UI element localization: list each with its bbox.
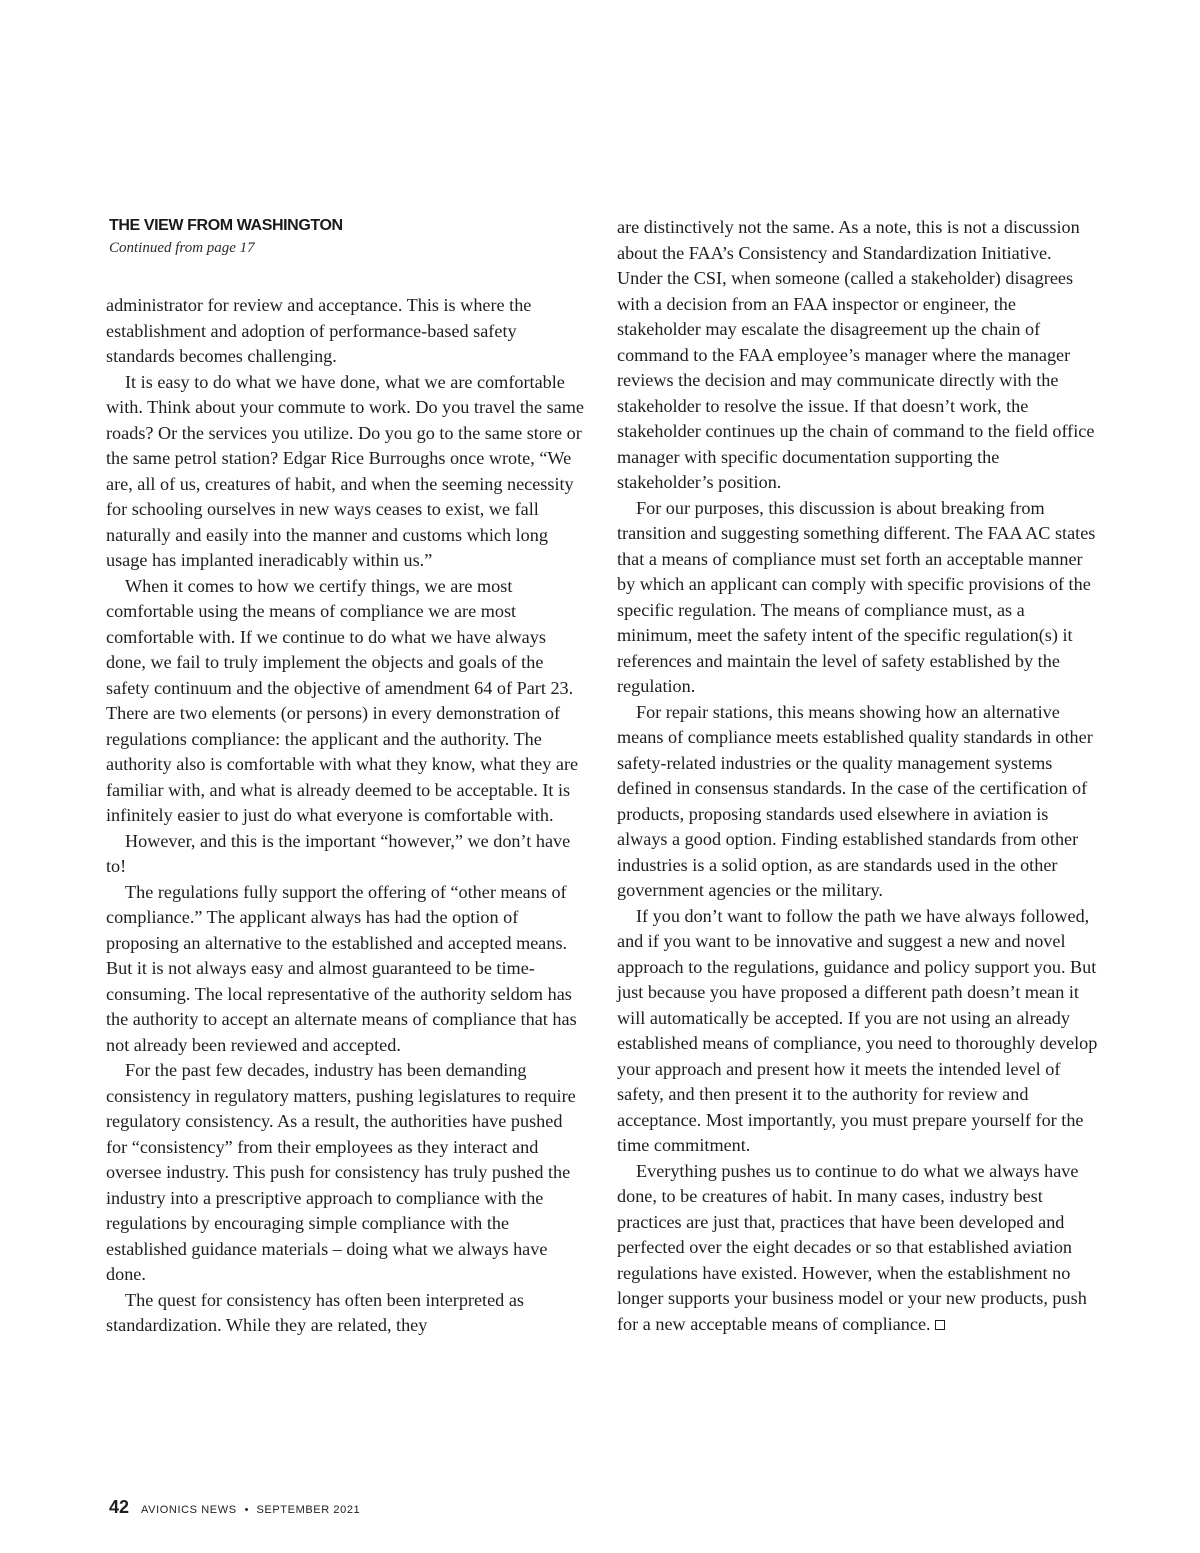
paragraph: are distinctively not the same. As a note, this is not a discussion about the FAA’s Consistency and Standardization Initiative. Under the CSI, when someone (called a stakeholder) disagrees with a decision from an FAA inspector or engineer, the stakeholder may escalate the disagreement up the chain of command to the FAA employee’s manager where the manager reviews the decision and may communicate directly with the stakeholder to resolve the issue. If that doesn’t work, the stakeholder continues up the chain of command to the field office manager with specific documentation supporting the stakeholder’s position. (617, 217, 1095, 492)
paragraph: It is easy to do what we have done, what we are comfortable with. Think about your commute to work. Do you travel the same roads? Or the services you utilize. Do you go to the same store or the same petrol station? Edgar Rice Burroughs once wrote, “We are, all of us, creatures of habit, and when the seeming necessity for schooling ourselves in new ways ceases to exist, we fall naturally and easily into the manner and customs which long usage has implanted ineradicably within us.” (106, 371, 585, 570)
paragraph: The regulations fully support the offering of “other means of compliance.” The applicant always has had the option of proposing an alternative to the established and accepted means. But it is not always easy and almost guaranteed to be time-consuming. The local representative of the authority seldom has the authority to accept an alternate means of compliance that has not already been reviewed and accepted. (106, 881, 577, 1055)
paragraph: If you don’t want to follow the path we have always followed, and if you want to be innovative and suggest a new and novel approach to the regulations, guidance and policy support you. But just because you have proposed a different path doesn’t mean it will automatically be accepted. If you are not using an already established means of compliance, you need to thoroughly develop your approach and present how it meets the intended level of safety, and then present it to the authority for review and acceptance. Most importantly, you must prepare yourself for the time commitment. (617, 905, 1098, 1155)
final-paragraph (617, 1159, 1099, 1338)
page-number: 42 (109, 1497, 130, 1517)
footer-separator: • (244, 1504, 249, 1516)
publication-name: AVIONICS NEWS (141, 1504, 237, 1516)
continued-from-note: Continued from page 17 (109, 240, 255, 256)
issue-date: SEPTEMBER 2021 (256, 1504, 361, 1516)
paragraph: For our purposes, this discussion is about breaking from transition and suggesting something different. The FAA AC states that a means of compliance must set forth an acceptable manner by which an applicant can comply with specific provisions of the specific regulation. The means of compliance must, as a minimum, meet the safety intent of the specific regulation(s) it references and maintain the level of safety established by the regulation. (617, 497, 1096, 696)
paragraph: For the past few decades, industry has been demanding consistency in regulatory matters, pushing legislatures to require regulatory consistency. As a result, the authorities have pushed for “consistency” from their employees as they interact and oversee industry. This push for consistency has truly pushed the industry into a prescriptive approach to compliance with the regulations by encouraging simple compliance with the established guidance materials – doing what we always have done. (106, 1060, 576, 1284)
article-column-right (617, 215, 1099, 1337)
paragraph: For repair stations, this means showing how an alternative means of compliance meets established quality standards in other safety-related industries or the quality management systems defined in consensus standards. In the case of the certification of products, proposing standards used elsewhere in aviation is always a good option. Finding established standards from other industries is a solid option, as are standards used in the other government agencies or the military. (617, 701, 1093, 900)
paragraph: The quest for consistency has often been interpreted as standardization. While they are related, they (106, 1289, 524, 1335)
page-footer (109, 1497, 360, 1518)
paragraph: When it comes to how we certify things, we are most comfortable using the means of compliance we are most comfortable with. If we continue to do what we have always done, we fail to truly implement the objects and goals of the safety continuum and the objective of amendment 64 of Part 23. There are two elements (or persons) in every demonstration of regulations compliance: the applicant and the authority. The authority also is comfortable with what they know, what they are familiar with, and what is already deemed to be acceptable. It is infinitely easier to just do what everyone is comfortable with. (106, 575, 579, 825)
end-of-article-icon (935, 1320, 945, 1330)
final-paragraph-text: Everything pushes us to continue to do what we always have done, to be creatures of habit. In many cases, industry best practices are just that, practices that have been developed and perfected over the eight decades or so that established aviation regulations have existed. However, when the establishment no longer supports your business model or your new products, push for a new acceptable means of compliance. (617, 1160, 1087, 1334)
paragraph: administrator for review and acceptance. This is where the establishment and adoption of performance-based safety standards becomes challenging. (106, 295, 532, 366)
section-kicker: THE VIEW FROM WASHINGTON (109, 217, 343, 234)
article-column-left (106, 293, 586, 1339)
paragraph: However, and this is the important “however,” we don’t have to! (106, 830, 571, 876)
